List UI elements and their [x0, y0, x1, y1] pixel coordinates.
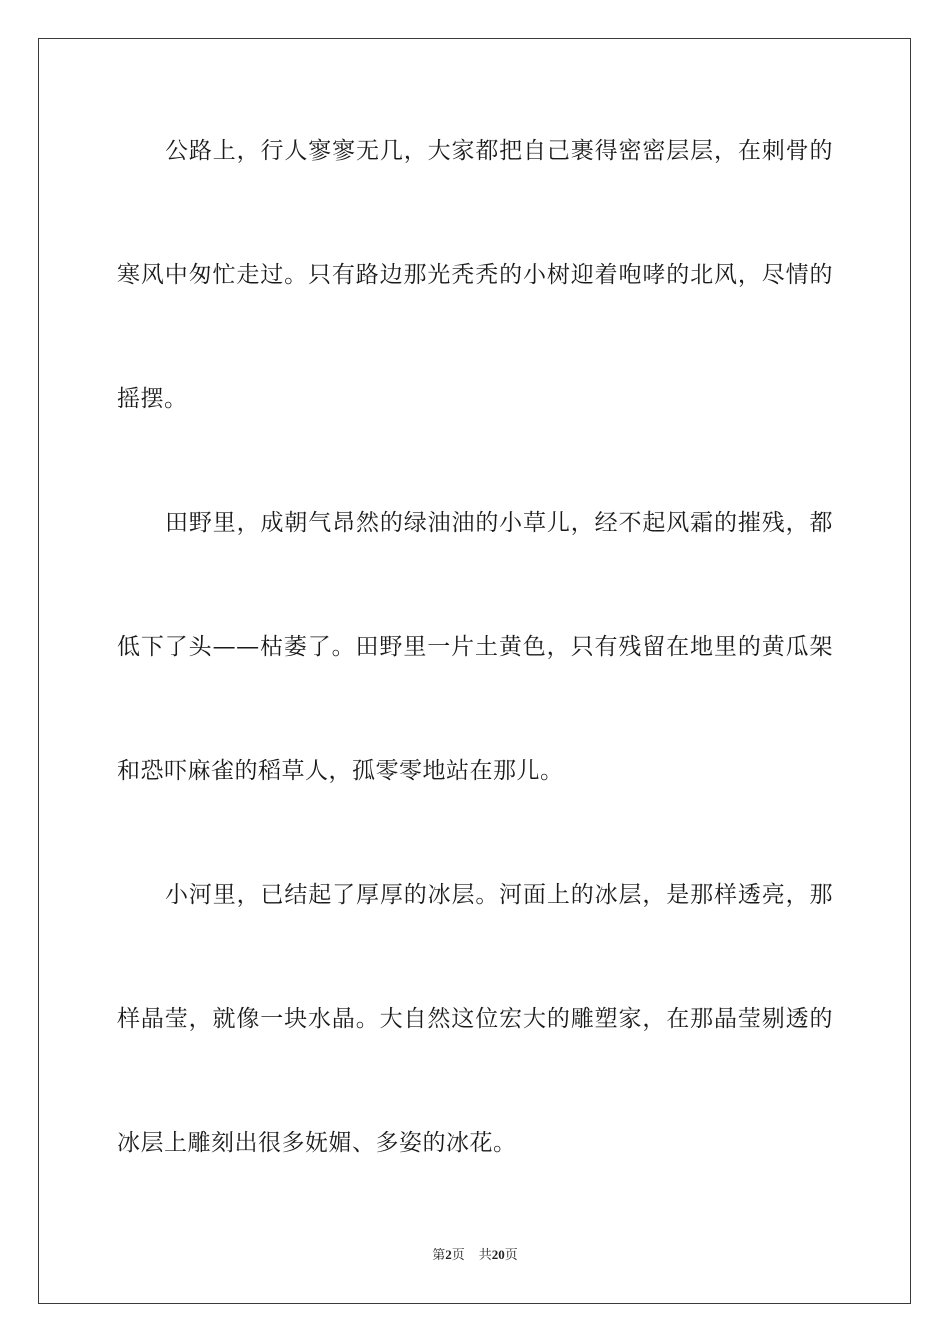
page-number: 2	[445, 1247, 452, 1262]
total-prefix: 共	[478, 1247, 492, 1262]
paragraph-3-line-1: 小河里，已结起了厚厚的冰层。河面上的冰层，是那样透亮，那	[165, 882, 833, 908]
page-frame	[38, 38, 911, 1304]
paragraph-2-line-2: 低下了头——枯萎了。田野里一片土黄色，只有残留在地里的黄瓜架	[117, 634, 833, 660]
page-footer	[0, 1246, 950, 1264]
total-suffix: 页	[504, 1247, 518, 1262]
page-suffix: 页	[451, 1247, 465, 1262]
page-prefix: 第	[432, 1247, 446, 1262]
paragraph-2-line-3: 和恐吓麻雀的稻草人，孤零零地站在那儿。	[117, 758, 564, 784]
total-pages: 20	[491, 1247, 505, 1262]
paragraph-1-line-1: 公路上，行人寥寥无几，大家都把自己裹得密密层层，在刺骨的	[165, 138, 833, 164]
paragraph-2-line-1: 田野里，成朝气昂然的绿油油的小草儿，经不起风霜的摧残，都	[165, 510, 833, 536]
paragraph-3-line-3: 冰层上雕刻出很多妩媚、多姿的冰花。	[117, 1130, 517, 1156]
paragraph-1-line-2: 寒风中匆忙走过。只有路边那光秃秃的小树迎着咆哮的北风，尽情的	[117, 262, 833, 288]
paragraph-3-line-2: 样晶莹，就像一块水晶。大自然这位宏大的雕塑家，在那晶莹剔透的	[117, 1006, 833, 1032]
paragraph-1-line-3: 摇摆。	[117, 386, 188, 412]
